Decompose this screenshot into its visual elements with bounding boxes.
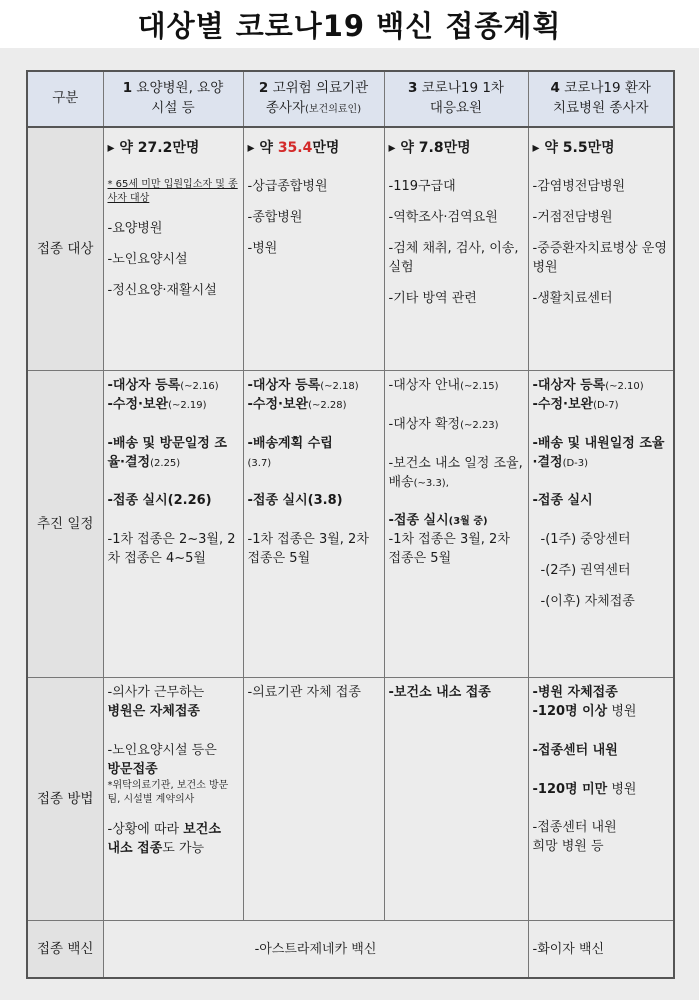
method-c4-b-sub <box>533 781 670 800</box>
schedule-c2-reg <box>248 377 380 396</box>
method-c1-c-plain2: 도 가능 <box>162 841 205 857</box>
schedule-c2-plan: -1차 접종은 3월, 2차 접종은 5월 <box>247 532 369 567</box>
header-col-2-line2-small: (보건의료인) <box>305 104 362 115</box>
method-c1-b-bold: 방문접종 <box>107 761 158 777</box>
schedule-c4-item: -(2주) 권역센터 <box>540 563 631 579</box>
method-c4-a-plain: 병원 <box>607 703 637 719</box>
vaccine-pfizer: -화이자 백신 <box>528 921 674 979</box>
target-c4-item: -감염병전담병원 <box>532 179 626 195</box>
target-c3-count: ▸ 약 7.8만명 <box>388 140 471 156</box>
target-c2 <box>243 127 384 371</box>
target-c2-count-prefix: ▸ 약 <box>247 140 278 156</box>
header-col-4-line2: 치료병원 종사자 <box>552 100 649 116</box>
schedule-c4-reg-date: (~2.10) <box>605 381 644 392</box>
method-c1-b <box>108 742 239 780</box>
method-c2-text: -의료기관 자체 접종 <box>247 685 361 700</box>
schedule-c2-reg-label: -대상자 등록 <box>247 378 321 393</box>
header-col-2 <box>243 71 384 127</box>
row-method <box>27 678 674 921</box>
schedule-c4-item: -(이후) 자체접종 <box>540 593 635 609</box>
method-c4-a-sub <box>533 703 670 722</box>
header-col-2-num: 2 <box>258 80 269 97</box>
schedule-c1-fix-date: (~2.19) <box>168 399 207 411</box>
schedule-c4-fix <box>533 396 670 415</box>
schedule-c3-confirm <box>389 416 524 435</box>
header-row <box>27 71 674 127</box>
schedule-c4-reg <box>533 377 670 396</box>
target-c1-item: -요양병원 <box>107 221 163 237</box>
target-c4-item: -거점전담병원 <box>532 210 613 226</box>
header-col-3 <box>384 71 528 127</box>
schedule-c2-ship <box>248 435 380 473</box>
schedule-c4-fix-date: (D-7) <box>593 399 619 411</box>
schedule-c3-guide-date: (~2.15) <box>460 381 499 392</box>
schedule-c4-exec: -접종 실시 <box>532 493 593 509</box>
schedule-c3-exec-small: (3월 중) <box>448 516 488 528</box>
target-c2-count <box>248 138 380 158</box>
method-c3 <box>384 678 528 921</box>
method-c3-text: -보건소 내소 접종 <box>388 685 491 700</box>
method-c2 <box>243 678 384 921</box>
title-bar <box>0 0 699 49</box>
schedule-c3-exec <box>389 512 524 531</box>
target-c4-item: -생활치료센터 <box>532 290 613 306</box>
target-c3-item: -역학조사·검역요원 <box>388 210 498 226</box>
target-c4-item: -중증환자치료병상 운영병원 <box>532 240 667 275</box>
schedule-c4-fix-label: -수정·보완 <box>532 396 594 412</box>
page-title: 대상별 코로나19 백신 접종계획 <box>137 8 562 43</box>
target-c2-item: -상급종합병원 <box>247 179 328 195</box>
document-sheet <box>0 48 699 1000</box>
target-c3 <box>384 127 528 371</box>
schedule-c3-exec-label: -접종 실시 <box>388 513 449 529</box>
method-c4-a-bold: -병원 자체접종 <box>532 685 618 700</box>
schedule-c1-plan: -1차 접종은 2~3월, 2차 접종은 4~5월 <box>107 532 236 567</box>
header-col-1-line1: 요양병원, 요양 <box>136 80 224 97</box>
method-c4-b-bold: -접종센터 내원 <box>532 742 618 758</box>
schedule-c4-ship-date: (D-3) <box>562 457 589 469</box>
schedule-c3-ship-label: -보건소 내소 일정 조율, 배송 <box>388 455 523 490</box>
schedule-c2-exec: -접종 실시(3.8) <box>247 493 343 509</box>
row-target-label: 접종 대상 <box>27 127 103 371</box>
method-c1-c-bold2: 내소 접종 <box>107 841 163 857</box>
vaccine-az: -아스트라제네카 백신 <box>103 921 528 979</box>
schedule-c4 <box>528 371 674 678</box>
target-c1-item: -정신요양·재활시설 <box>107 282 217 298</box>
method-c1-c-plain: -상황에 따라 <box>107 822 184 838</box>
target-c1-item: -노인요양시설 <box>107 252 188 268</box>
header-col-1-num: 1 <box>122 80 133 97</box>
schedule-c2-fix <box>248 396 380 415</box>
target-c3-item: -검체 채취, 검사, 이송, 실험 <box>388 240 519 275</box>
schedule-c4-reg-label: -대상자 등록 <box>532 378 606 393</box>
row-schedule-label: 추진 일정 <box>27 371 103 678</box>
schedule-c1-fix <box>108 396 239 415</box>
header-col-1 <box>103 71 243 127</box>
target-c4 <box>528 127 674 371</box>
method-c1-c <box>108 821 239 859</box>
schedule-c3-confirm-label: -대상자 확정 <box>388 416 461 432</box>
method-c4-b-bold2: -120명 미만 <box>532 781 608 797</box>
schedule-c2-ship-label: -배송계획 수립 <box>247 435 333 451</box>
header-col-4 <box>528 71 674 127</box>
target-c4-count: ▸ 약 5.5만명 <box>532 140 615 156</box>
schedule-c3-guide-label: -대상자 안내 <box>388 378 461 393</box>
schedule-c1-ship-date: (2.25) <box>150 457 181 469</box>
header-col-1-line2: 시설 등 <box>151 100 195 116</box>
row-vaccine <box>27 921 674 979</box>
target-c2-count-suffix: 만명 <box>312 140 340 156</box>
schedule-c1-reg <box>108 377 239 396</box>
schedule-c3-ship-date: (~3.3), <box>413 477 449 489</box>
header-col-3-line2: 대응요원 <box>429 100 483 116</box>
header-label: 구분 <box>27 71 103 127</box>
method-c1-a-plain: -의사가 근무하는 <box>107 685 205 700</box>
row-schedule <box>27 371 674 678</box>
header-col-2-line1: 고위험 의료기관 <box>272 80 369 97</box>
method-c4-c-plain2: 희망 병원 등 <box>532 839 604 855</box>
schedule-c3-ship <box>389 455 524 493</box>
schedule-c2-reg-date: (~2.18) <box>320 381 359 392</box>
schedule-c3-guide <box>389 377 524 396</box>
row-vaccine-label: 접종 백신 <box>27 921 103 979</box>
schedule-c2-fix-label: -수정·보완 <box>247 396 309 412</box>
header-col-4-line1: 코로나19 환자 <box>564 80 651 97</box>
method-c4-a-bold2: -120명 이상 <box>532 703 608 719</box>
method-c1-note: *위탁의료기관, 보건소 방문팀, 시설별 계약의사 <box>107 780 229 806</box>
method-c1-c-bold1: 보건소 <box>183 822 221 838</box>
header-col-2-line2: 종사자 <box>265 100 305 116</box>
schedule-c4-ship <box>533 435 670 473</box>
method-c4-c-plain: -접종센터 내원 <box>532 820 617 836</box>
header-col-3-line1: 코로나19 1차 <box>421 80 504 97</box>
schedule-c4-item: -(1주) 중앙센터 <box>540 532 631 548</box>
method-c1-a <box>108 684 239 722</box>
header-col-4-num: 4 <box>550 80 560 97</box>
target-c2-item: -병원 <box>247 240 278 256</box>
schedule-c3-confirm-date: (~2.23) <box>460 419 499 431</box>
schedule-c1-fix-label: -수정·보완 <box>107 396 169 412</box>
schedule-c3 <box>384 371 528 678</box>
schedule-c2 <box>243 371 384 678</box>
target-c3-item: -119구급대 <box>388 179 456 195</box>
schedule-c4-ship-label: -배송 및 내원일정 조율·결정 <box>532 435 665 470</box>
target-c1 <box>103 127 243 371</box>
vaccination-plan-table <box>26 70 675 979</box>
method-c1-b-plain: -노인요양시설 등은 <box>107 742 217 758</box>
target-c2-count-highlight: 35.4 <box>277 140 313 156</box>
schedule-c2-ship-date: (3.7) <box>247 457 272 469</box>
target-c1-count: ▸ 약 27.2만명 <box>107 140 200 156</box>
header-col-3-num: 3 <box>408 80 418 97</box>
row-method-label: 접종 방법 <box>27 678 103 921</box>
schedule-c3-plan: -1차 접종은 3월, 2차 접종은 5월 <box>388 532 510 567</box>
method-c1 <box>103 678 243 921</box>
schedule-c2-fix-date: (~2.28) <box>308 399 347 411</box>
method-c1-a-bold: 병원은 자체접종 <box>107 703 200 719</box>
schedule-c1 <box>103 371 243 678</box>
method-c4-c <box>533 819 670 857</box>
method-c4 <box>528 678 674 921</box>
target-c1-note: * 65세 미만 입원입소자 및 종사자 대상 <box>107 179 238 205</box>
row-target <box>27 127 674 371</box>
schedule-c1-reg-date: (~2.16) <box>180 381 219 392</box>
target-c3-item: -기타 방역 관련 <box>388 290 477 306</box>
schedule-c1-ship <box>108 435 239 473</box>
schedule-c1-ship-label: -배송 및 방문일정 조율·결정 <box>107 435 227 470</box>
target-c2-item: -종합병원 <box>247 210 303 226</box>
schedule-c1-exec: -접종 실시(2.26) <box>107 493 212 509</box>
schedule-c1-reg-label: -대상자 등록 <box>107 378 181 393</box>
method-c4-b-plain: 병원 <box>607 781 637 797</box>
